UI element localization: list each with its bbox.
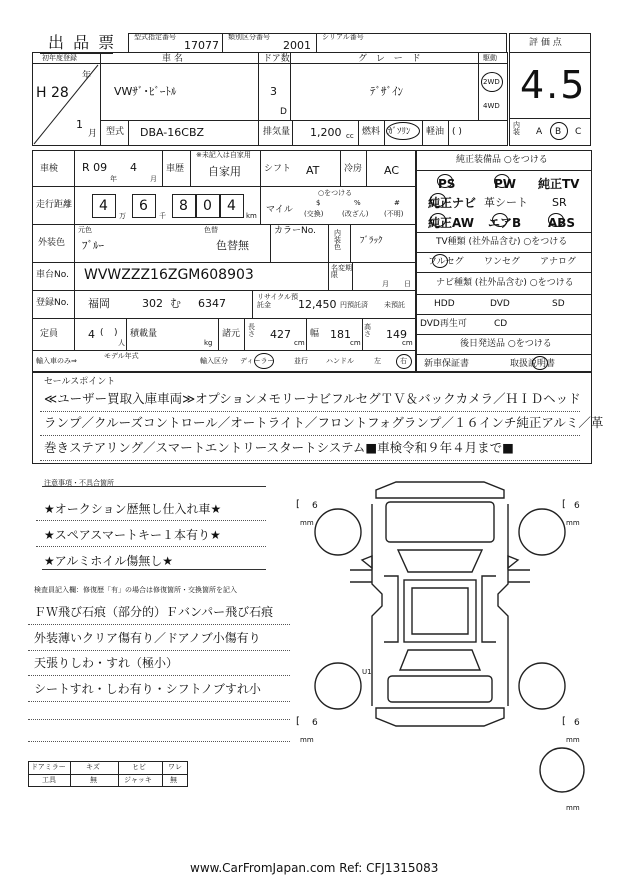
grade-value: ﾃﾞｻﾞｲﾝ — [370, 85, 403, 98]
rear-window — [400, 650, 480, 670]
score-value: 4.5 — [520, 63, 587, 107]
model-code-label: 型式指定番号 — [134, 33, 176, 41]
fuel-label: 燃料 — [362, 127, 381, 137]
equip-ps: PS — [438, 177, 456, 191]
tools-r3: ジャッキ — [124, 776, 152, 784]
color-change-label: 色替 — [204, 226, 218, 234]
interior-b-circle — [550, 122, 568, 140]
tire-fr-bracket: [ — [562, 499, 566, 510]
displacement-value: 1,200 — [310, 126, 342, 139]
tools-h4: ワレ — [168, 763, 182, 771]
equip-genuine-aw: 純正AW — [428, 216, 474, 230]
mileage-digit-3: 8 — [179, 198, 188, 214]
capacity-label: 定員 — [40, 329, 59, 339]
shift-label: シフト — [264, 164, 292, 174]
interior-a: A — [536, 127, 543, 137]
tire-rr-depth: 6 — [574, 718, 580, 728]
ac-label: 冷房 — [344, 164, 363, 174]
inspection-label: 車検 — [40, 164, 59, 174]
interior-c: C — [575, 127, 582, 137]
navi-hdd: HDD — [434, 299, 455, 309]
capacity-paren-open: ( — [100, 328, 104, 338]
interior-b: B — [555, 127, 562, 137]
plate-area: 福岡 — [88, 297, 110, 310]
exterior-color-label: 外装色 — [38, 238, 66, 248]
inspector-line-2: 外装薄いクリア傷有り／ドアノブ小傷有り — [34, 631, 261, 645]
recycle-not: 未預託 — [384, 301, 405, 309]
doors-value: 3 — [270, 85, 277, 98]
fuel-value: ｶﾞｿﾘﾝ — [388, 127, 411, 137]
displacement-label: 排気量 — [263, 127, 291, 137]
inspection-year-unit: 年 — [110, 175, 117, 183]
tampered-symbol: % — [354, 199, 361, 207]
chassis-label: 車台No. — [36, 270, 69, 280]
model-type-value: DBA-16CBZ — [140, 126, 205, 139]
exchange-symbol: $ — [316, 199, 321, 207]
name-change-month: 月 — [382, 280, 389, 288]
mile-label: マイル — [266, 205, 293, 215]
fuel-circle — [386, 122, 420, 140]
mileage-digit-5: 4 — [227, 198, 236, 214]
navi-cd: CD — [494, 319, 508, 329]
tire-rr-bracket: [ — [562, 716, 566, 727]
sales-line-1: ≪ユーザー買取入庫車両≫オプションメモリーナビフルセグＴＶ＆バックカメラ／ＨＩＤヘッド — [44, 391, 581, 406]
light-oil-label: 軽油 — [426, 127, 445, 137]
doors-suffix: D — [280, 107, 287, 117]
tire-fr-unit: mm — [566, 519, 580, 527]
recycle-value: 12,450 — [298, 298, 337, 311]
right-side-panel — [498, 504, 508, 706]
use-value: 自家用 — [208, 165, 241, 178]
mileage-digit-4: 0 — [203, 198, 212, 214]
handle-label: ハンドル — [326, 357, 354, 365]
name-change-label: 名変期限 — [331, 264, 352, 279]
tools-r1: 工具 — [42, 776, 56, 784]
drive-2wd-circle — [481, 72, 503, 92]
color-no-label: カラーNo. — [274, 226, 316, 236]
class-code-label: 類別区分番号 — [228, 33, 270, 41]
width-unit: cm — [350, 339, 361, 347]
equip-airbag: エアB — [488, 216, 522, 230]
wheel-front-left — [315, 509, 361, 555]
doors-label: ドア数 — [263, 54, 290, 64]
first-reg-label: 初年度登録 — [42, 54, 77, 62]
later-title: 後日発送品 ○をつける — [460, 339, 552, 349]
equip-genuine-navi: 純正ナビ — [428, 196, 477, 210]
left-fender-lines — [350, 570, 372, 582]
interior-color-label: 内装色 — [334, 229, 341, 251]
sales-line-3: 巻きステアリング／スマートエントリースタートシステム■車検令和９年４月まで■ — [44, 440, 514, 455]
sheet-title: 出 品 票 — [48, 33, 117, 52]
mileage-sen: 千 — [159, 212, 166, 220]
model-type-label: 型式 — [106, 127, 125, 137]
mileage-man: 万 — [119, 212, 126, 220]
score-label: 評 価 点 — [529, 38, 562, 48]
first-reg-month: 1 — [76, 118, 83, 131]
width-value: 181 — [330, 328, 351, 341]
name-change-day: 日 — [404, 280, 411, 288]
car-diagram — [300, 476, 600, 816]
sales-label: セールスポイント — [44, 377, 116, 387]
drive-2wd: 2WD — [483, 78, 500, 86]
tv-oneseg: ワンセグ — [484, 257, 521, 267]
recycle-unit: 円預託済 — [340, 301, 368, 309]
plate-kana: む — [170, 297, 181, 310]
spare-unit: mm — [566, 804, 580, 812]
tools-r4: 無 — [170, 776, 177, 784]
equip-abs: ABS — [548, 216, 576, 230]
roof — [404, 580, 476, 642]
interior-color-value: ﾌﾞﾗｯｸ — [360, 236, 383, 246]
capacity-paren-close: ) — [114, 328, 118, 338]
wheel-rear-right — [519, 663, 565, 709]
tire-fl-depth: 6 — [312, 501, 318, 511]
equip-pw: PW — [494, 177, 517, 191]
roof-inner — [412, 588, 468, 634]
navi-title: ナビ種類 (社外品含む) ○をつける — [436, 278, 574, 288]
ac-value: AC — [384, 164, 400, 177]
spare-tire — [540, 748, 584, 792]
navi-dvd: DVD — [490, 299, 510, 309]
right-mirror — [508, 556, 518, 568]
height-label: 高さ — [364, 323, 371, 338]
mileage-unit: km — [246, 212, 257, 220]
tools-h2: キズ — [86, 763, 100, 771]
drive-4wd: 4WD — [483, 102, 500, 110]
original-color-label: 元色 — [78, 226, 92, 234]
genuine-title: 純正装備品 ○をつける — [456, 155, 548, 165]
first-reg-era: H 28 — [36, 85, 69, 101]
mileage-label: 走行距離 — [36, 200, 73, 210]
wheel-front-right — [519, 509, 565, 555]
front-bumper — [376, 482, 504, 498]
model-code-value: 17077 — [184, 39, 219, 52]
original-color-value: ﾌﾞﾙｰ — [82, 239, 104, 252]
car-name-label: 車 名 — [162, 54, 183, 64]
left-side-panel — [372, 504, 382, 706]
import-dealer-circle — [254, 353, 274, 369]
left-door — [384, 576, 398, 642]
inspection-era: R 09 — [82, 161, 108, 174]
caution-label: 注意事項・不具合箇所 — [44, 479, 114, 487]
rear-bumper — [376, 708, 504, 726]
height-unit: cm — [402, 339, 413, 347]
mileage-digit-1: 4 — [99, 198, 108, 214]
tv-fullseg: フルセグ — [428, 257, 464, 267]
hood — [386, 502, 494, 542]
length-value: 427 — [270, 328, 291, 341]
import-parallel: 並行 — [294, 357, 308, 365]
navi-dvd-playback: DVD再生可 — [420, 319, 467, 329]
first-reg-month-unit: 月 — [88, 129, 98, 139]
inspector-label: 検査員記入欄：修復歴「有」の場合は修復箇所・交換箇所を記入 — [34, 586, 237, 594]
tools-r2: 無 — [90, 776, 97, 784]
mileage-circle-note: ○をつける — [318, 189, 353, 197]
dims-label: 諸元 — [222, 329, 241, 339]
width-label: 幅 — [310, 329, 320, 339]
tampered-label: (改ざん) — [342, 210, 369, 218]
load-unit: kg — [204, 339, 213, 347]
use-label: 車歴 — [166, 164, 185, 174]
handle-right: 右 — [400, 357, 407, 365]
plate-number: 6347 — [198, 297, 226, 310]
length-unit: cm — [294, 339, 305, 347]
later-warranty: 新車保証書 — [424, 359, 470, 369]
tire-rl-depth: 6 — [312, 718, 318, 728]
unknown-symbol: # — [394, 199, 400, 207]
height-value: 149 — [386, 328, 407, 341]
import-class-label: 輸入区分 — [200, 357, 228, 365]
import-dealer: ディーラー — [240, 357, 275, 365]
equip-sunroof: SR — [552, 196, 567, 209]
footer-watermark: www.CarFromJapan.com Ref: CFJ1315083 — [190, 861, 439, 875]
later-manual: 取扱説明書 — [510, 359, 556, 369]
tire-fr-depth: 6 — [574, 501, 580, 511]
tire-rl-unit: mm — [300, 736, 314, 744]
tire-fl-unit: mm — [300, 519, 314, 527]
tv-title: TV種類 (社外品含む) ○をつける — [436, 237, 568, 247]
capacity-value: 4 — [88, 328, 95, 341]
chassis-value: WVWZZZ16ZGM608903 — [84, 267, 254, 283]
handle-left: 左 — [374, 357, 381, 365]
trunk — [388, 676, 492, 702]
equip-genuine-tv: 純正TV — [538, 177, 580, 191]
load-label: 積載量 — [130, 329, 158, 339]
tire-fl-bracket: [ — [296, 499, 300, 510]
plate-label: 登録No. — [36, 298, 69, 308]
import-label: 輸入車のみ⇒ — [36, 357, 77, 365]
wheel-rear-left — [315, 663, 361, 709]
equip-leather-seat: 革シート — [484, 196, 528, 209]
capacity-unit: 人 — [118, 339, 125, 347]
inspection-month: 4 — [130, 161, 137, 174]
class-code-value: 2001 — [283, 39, 311, 52]
length-label: 長さ — [248, 323, 255, 338]
serial-label: シリアル番号 — [322, 33, 364, 41]
handle-right-circle — [396, 354, 412, 369]
mark-u1: U1 — [362, 668, 372, 676]
drive-label: 駆動 — [483, 54, 497, 62]
navi-sd: SD — [552, 299, 565, 309]
tools-h1: ドアミラー — [31, 763, 66, 771]
tire-rl-bracket: [ — [296, 716, 300, 727]
shift-value: AT — [306, 164, 320, 177]
model-year-label: モデル年式 — [104, 352, 139, 360]
interior-label: 内装 — [513, 121, 520, 136]
left-mirror — [362, 556, 372, 568]
unknown-label: (不明) — [384, 210, 404, 218]
caution-line-3: ★アルミホイル傷無し★ — [44, 554, 174, 568]
recycle-label: リサイクル預託金 — [257, 293, 299, 310]
displacement-unit: cc — [346, 132, 354, 140]
right-fender-lines — [508, 570, 530, 582]
caution-line-2: ★スペアスマートキー１本有り★ — [44, 528, 221, 542]
exchange-label: (交換) — [304, 210, 324, 218]
use-note: ※未記入は自家用 — [196, 151, 251, 159]
tv-analog: アナログ — [540, 257, 577, 267]
light-oil-paren: ( ) — [452, 127, 462, 137]
caution-line-1: ★オークション歴無し仕入れ車★ — [44, 502, 222, 516]
tools-h3: ヒビ — [132, 763, 146, 771]
windshield — [398, 550, 482, 572]
right-door — [482, 576, 496, 642]
color-change-value: 色替無 — [216, 239, 249, 252]
first-reg-year-unit: 年 — [82, 71, 92, 81]
plate-class: 302 — [142, 297, 163, 310]
car-name-value: VWｻﾞ･ﾋﾞｰﾄﾙ — [114, 85, 177, 98]
inspection-month-unit: 月 — [150, 175, 157, 183]
inspector-line-1: ＦＷ飛び石痕（部分的）Ｆバンパー飛び石痕 — [34, 605, 274, 619]
mileage-digit-2: 6 — [139, 198, 148, 214]
sales-line-2: ランプ／クルーズコントロール／オートライト／フロントフォグランプ／１６インチ純正アルミ／革 — [44, 415, 604, 430]
tire-rr-unit: mm — [566, 736, 580, 744]
grade-label: グ レ ー ド — [358, 54, 424, 64]
inspector-line-3: 天張りしわ・すれ（極小） — [34, 656, 179, 670]
inspector-line-4: シートすれ・しわ有り・シフトノブすれ小 — [34, 682, 261, 696]
